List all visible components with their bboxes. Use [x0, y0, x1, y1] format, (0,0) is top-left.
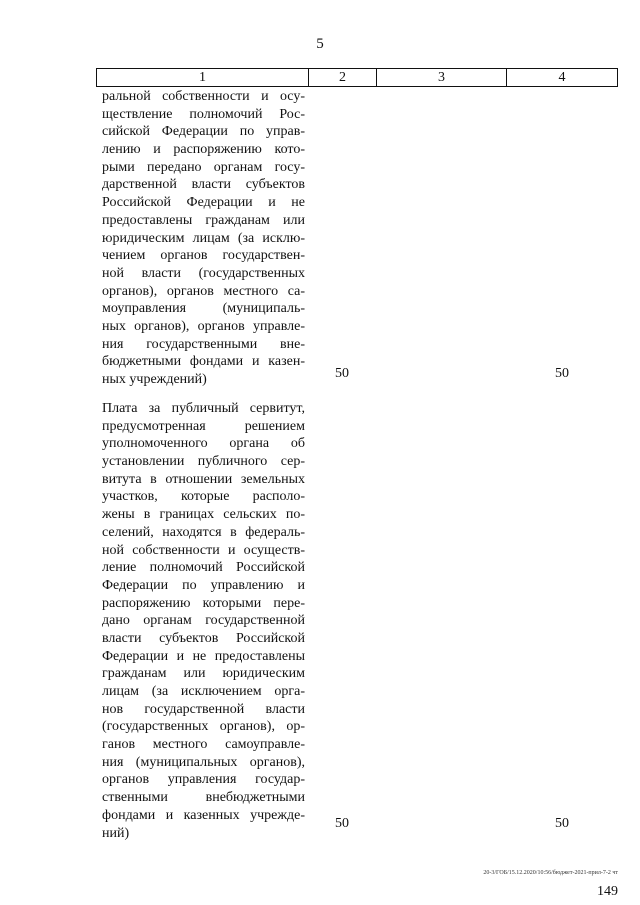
footer-page-number: 149: [597, 884, 618, 899]
footer-stamp: 20-3/ГОБ/15.12.2020/10:56/бюджет-2021-прил-7-2 чт: [483, 870, 618, 876]
column-header-1: 1: [97, 69, 309, 86]
text-line: участков, которые располо-: [102, 489, 305, 505]
text-line: сийской Федерации по управ-: [102, 124, 305, 140]
table-row-2-description: [102, 400, 305, 842]
text-line: чением органов государствен-: [102, 248, 305, 264]
text-line: ных органов), органов управле-: [102, 318, 305, 334]
page-number: 5: [316, 36, 324, 52]
table-row-1-description: [102, 88, 305, 389]
text-line: нов государственной власти: [102, 701, 305, 717]
text-line: ление полномочий Российской: [102, 560, 305, 576]
text-line: ральной собственности и осу-: [102, 89, 305, 104]
text-line: Федерации и не предоставлены: [102, 648, 305, 664]
column-header-3: 3: [377, 69, 507, 86]
text-line: ганов местного самоуправле-: [102, 737, 305, 753]
column-header-4: 4: [558, 70, 566, 85]
column-header-2: 2: [309, 69, 377, 86]
text-line: Федерации по управлению и: [102, 577, 305, 593]
text-line: бюджетными фондами и казен-: [102, 354, 305, 370]
table-row-2-col4-value: 50: [555, 816, 569, 831]
text-line: Российской Федерации и не: [102, 195, 305, 211]
text-line: власти субъектов Российской: [102, 630, 305, 646]
text-line: селений, находятся в федераль-: [102, 524, 305, 540]
text-line: уполномоченного органа об: [102, 436, 305, 452]
text-line: гражданам или юридическим: [102, 666, 305, 682]
text-line: установлении публичного сер-: [102, 454, 305, 470]
text-line: лению и распоряжению кото-: [102, 142, 305, 158]
text-line: моуправления (муниципаль-: [102, 301, 305, 317]
text-line: ной власти (государственных: [102, 265, 305, 281]
text-line: ния (муниципальных органов),: [102, 754, 305, 770]
text-line: ний): [102, 825, 130, 841]
text-line: ственными внебюджетными: [102, 790, 305, 806]
text-line: органов), органов местного са-: [102, 283, 305, 299]
text-line: органов управления государ-: [102, 772, 305, 788]
table-row-2-col2-value: 50: [335, 816, 349, 831]
text-line: витута в отношении земельных: [102, 471, 305, 487]
text-line: ния государственными вне-: [102, 336, 305, 352]
text-line: жены в границах сельских по-: [102, 507, 305, 523]
text-line: распоряжению которыми пере-: [102, 595, 305, 611]
text-line: дарственной власти субъектов: [102, 177, 305, 193]
table-row-1-col4-value: 50: [555, 366, 569, 381]
text-line: дано органам государственной: [102, 613, 305, 629]
table-row-1-col2-value: 50: [335, 366, 349, 381]
text-line: юридическим лицам (за исклю-: [102, 230, 305, 246]
text-line: фондами и казенных учрежде-: [102, 807, 305, 823]
text-line: ществление полномочий Рос-: [102, 106, 305, 122]
table-header-row: [96, 68, 618, 87]
text-line: рыми передано органам госу-: [102, 159, 305, 175]
text-line: ных учреждений): [102, 372, 207, 387]
text-line: лицам (за исключением орга-: [102, 684, 305, 699]
text-line: предусмотренная решением: [102, 418, 305, 434]
text-line: Плата за публичный сервитут,: [102, 401, 305, 416]
text-line: ной собственности и осуществ-: [102, 542, 305, 558]
text-line: предоставлены гражданам или: [102, 212, 305, 228]
text-line: (государственных органов), ор-: [102, 719, 305, 735]
